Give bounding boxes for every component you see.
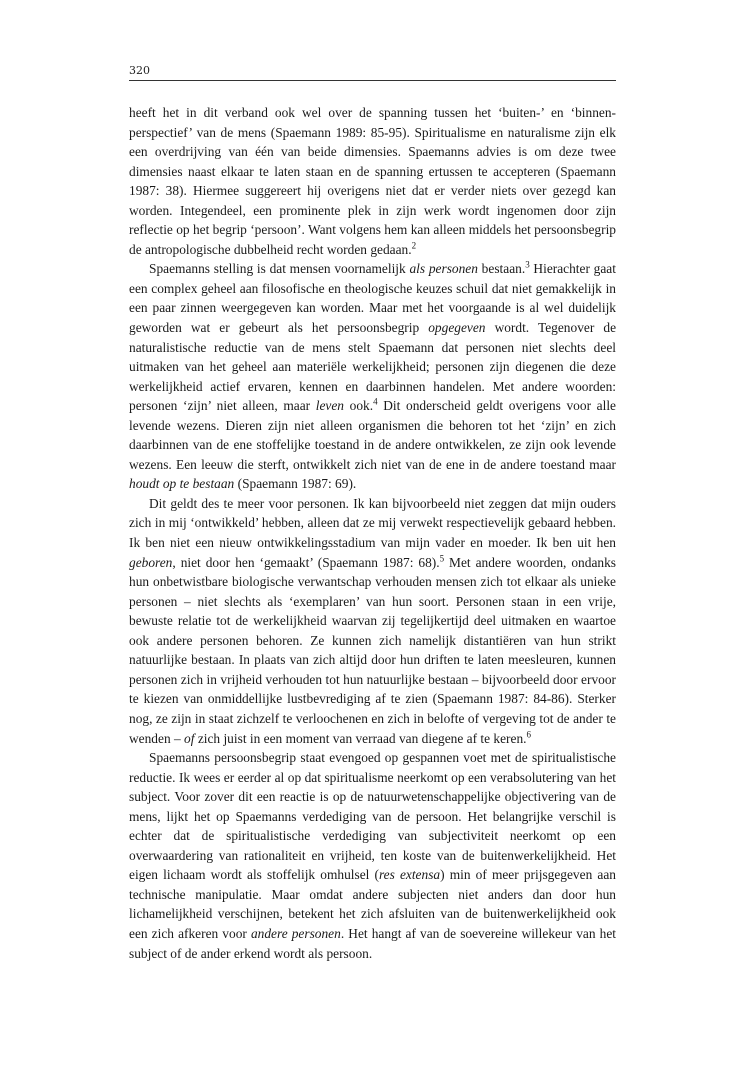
paragraph-3 xyxy=(129,494,616,748)
page-number: 320 xyxy=(129,64,150,77)
text-run: Dit onderscheid geldt overigens voor alle levende wezens. Dieren zijn niet alleen organismen die behoren tot het ‘zijn’ en zich daarbinnen van de ene stoffelijke toestand in de andere ontwikkelen, ze zijn ook levende wezens. Een leeuw die sterft, ontwikkelt zich niet van de ene in de andere toestand maar xyxy=(129,398,616,472)
text-run: zich juist in een moment van verraad van diegene af te keren. xyxy=(194,730,527,746)
text-run: , niet door hen ‘gemaakt’ (Spaemann 1987: 68). xyxy=(172,554,440,570)
footnote-marker: 3 xyxy=(525,259,530,270)
text-run: ) min of meer prijsgegeven aan technische manipulatie. Maar omdat andere subjecten niet anders dan door hun lichamelijkheid verschijnen, betekent het zich afsluiten van de buitenwerkelijkheid ook een zich afkeren voor xyxy=(129,867,616,941)
italic-text: geboren xyxy=(129,554,173,570)
text-run: bestaan. xyxy=(477,261,526,277)
italic-text: andere personen xyxy=(250,925,341,941)
text-run: Spaemanns persoonsbegrip staat evengoed op gespannen voet met de spiritualistische reductie. Ik wees er eerder al op dat spiritualisme neerkomt op een verabsolutering van het subject. Voor zover dit een reactie is op de natuurwetenschappelijke objectivering van de mens, lijkt het op Spaemanns verdediging van de persoon. Het belangrijke verschil is echter dat de spiritualistische verdediging van subjectiviteit neerkomt op een overwaardering van rationaliteit en vrijheid, ten koste van de buitenwerkelijkheid. Het eigen lichaam wordt als stoffelijk omhulsel ( xyxy=(129,750,616,883)
header-rule xyxy=(129,80,616,81)
text-run: Hierachter gaat een complex geheel aan filosofische en theologische keuzes schuil dat niet gemakkelijk in een paar zinnen weergegeven kan worden. Maar met het voorgaande is al wel duidelijk geworden wat er gebeurt als het persoonsbegrip xyxy=(129,261,616,336)
footnote-marker: 6 xyxy=(526,729,531,740)
text-run: (Spaemann 1987: 69). xyxy=(234,476,357,492)
body-text xyxy=(129,103,616,963)
text-run: Dit geldt des te meer voor personen. Ik kan bijvoorbeeld niet zeggen dat mijn ouders zich in mij ‘ontwikkeld’ hebben, alleen dat ze mij verwekt respectievelijk gebaard hebben. Ik ben niet een nieuw ontwikkelingsstadium van mijn vader en moeder. Ik ben uit hen xyxy=(129,495,616,551)
text-run: Met andere woorden, ondanks hun onbetwistbare biologische verwantschap verhouden mensen zich tot elkaar als unieke personen – niet slechts als ‘exemplaren’ van hun soort. Personen staan in een vrije, bewuste relatie tot de werkelijkheid waarvan zij tegelijkertijd deel uitmaken en waartoe ook andere personen behoren. Ze kunnen zich namelijk distantiëren van hun strikt natuurlijke bestaan. In plaats van zich altijd door hun driften te laten meesleuren, kunnen personen zich in vrijheid verhouden tot hun natuurlijke bestaan – bijvoorbeeld door ervoor te kiezen van onmiddellijke lustbevrediging af te zien (Spaemann 1987: 84-86). Sterker nog, ze zijn in staat zichzelf te verloochenen en zich in belofte of vergeving tot de ander te wenden – xyxy=(129,554,616,746)
italic-text: houdt op te bestaan xyxy=(129,476,235,492)
italic-text: of xyxy=(184,730,195,746)
text-run: heeft het in dit verband ook wel over de spanning tussen het ‘buiten-’ en ‘binnen-perspectief’ van de mens (Spaemann 1989: 85-95). Spiritualisme en naturalisme zijn elk een overdrijving van één van beide dimensies. Spaemanns advies is om deze twee dimensies naast elkaar te laten staan en de spanning ertussen te accepteren (Spaemann 1987: 38). Hiermee suggereert hij overigens niet dat er verder niets over gezegd kan worden. Integendeel, een prominente plek in zijn werk wordt ingenomen door zijn reflectie op het begrip ‘persoon’. Want volgens hem kan alleen middels het persoonsbegrip de antropologische dubbelheid recht worden gedaan. xyxy=(129,105,616,257)
footnote-marker: 5 xyxy=(439,553,445,564)
footnote-marker: 4 xyxy=(373,396,378,407)
footnote-marker: 2 xyxy=(411,240,417,251)
italic-text: leven xyxy=(315,398,344,414)
text-run: . Het hangt af van de soevereine willekeur van het subject of de ander erkend wordt als persoon. xyxy=(129,925,616,961)
text-run: wordt. Tegenover de naturalistische reductie van de mens stelt Spaemann dat personen niet slechts deel uitmaken van het geheel aan materiële werkelijkheid; personen zijn diegenen die deze werkelijkheid actief ervaren, kennen en daarbinnen handelen. Met andere woorden: personen ‘zijn’ niet alleen, maar xyxy=(129,320,617,414)
paragraph-4 xyxy=(129,748,616,963)
text-run: Spaemanns stelling is dat mensen voornamelijk xyxy=(149,261,410,277)
paragraph-1 xyxy=(129,103,616,259)
paragraph-2 xyxy=(129,259,616,494)
italic-text: res extensa xyxy=(378,867,441,883)
text-run: ook. xyxy=(344,398,374,414)
italic-text: als personen xyxy=(409,261,478,277)
italic-text: opgegeven xyxy=(428,320,486,336)
